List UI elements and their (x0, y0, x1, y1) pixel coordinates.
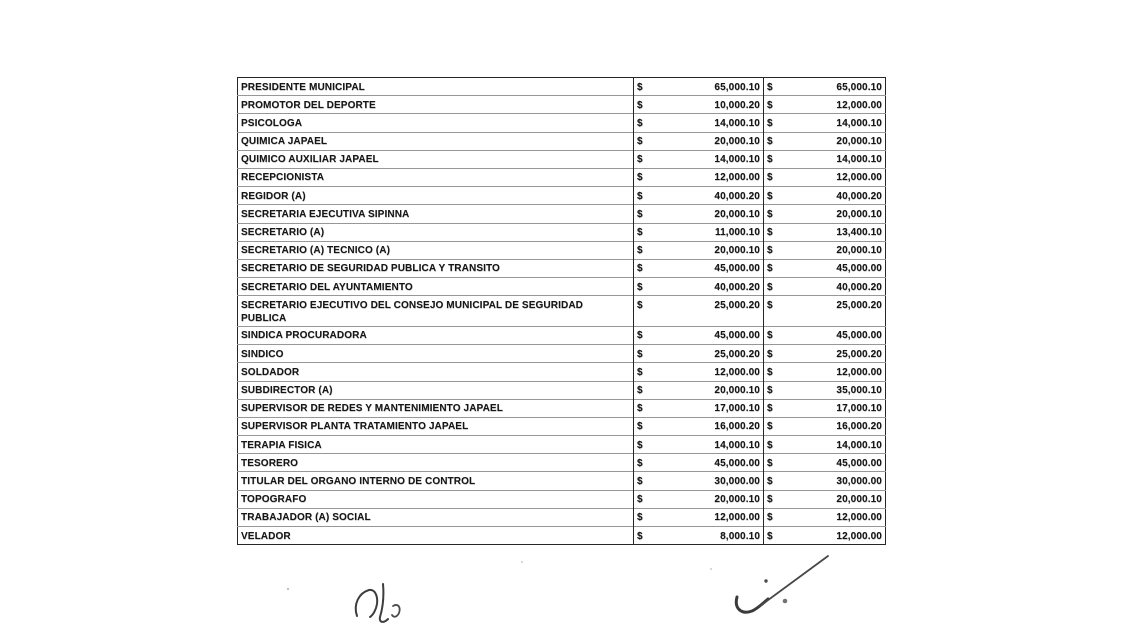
position-cell: TITULAR DEL ORGANO INTERNO DE CONTROL (238, 472, 634, 490)
position-cell: REGIDOR (A) (238, 187, 634, 205)
scan-speck (287, 588, 289, 590)
amount1-cell: 65,000.10 (714, 81, 760, 93)
amount1-cell: 20,000.10 (657, 241, 764, 259)
amount2-cell: 12,000.00 (787, 527, 886, 545)
position-cell: SUPERVISOR DE REDES Y MANTENIMIENTO JAPAEL (238, 399, 634, 417)
table-row (238, 345, 886, 363)
currency-symbol: $ (634, 436, 657, 454)
currency-symbol: $ (634, 508, 657, 526)
currency-symbol: $ (764, 436, 787, 454)
table-row (238, 296, 886, 327)
amount2-cell: 14,000.10 (787, 114, 886, 132)
position-cell: QUIMICO AUXILIAR JAPAEL (238, 150, 634, 168)
table-row (238, 150, 886, 168)
position-cell: SECRETARIO EJECUTIVO DEL CONSEJO MUNICIPAL DE SEGURIDAD PUBLICA (238, 296, 634, 327)
currency-symbol: $ (764, 296, 787, 327)
currency-symbol: $ (634, 345, 657, 363)
table-row (238, 78, 886, 96)
scan-speck (521, 561, 523, 563)
ink-dot (783, 599, 788, 604)
amount1-cell: 45,000.00 (657, 259, 764, 277)
amount1-cell: 14,000.10 (657, 114, 764, 132)
amount2-cell: 35,000.10 (787, 381, 886, 399)
currency-symbol: $ (764, 259, 787, 277)
table-row (238, 436, 886, 454)
currency-symbol: $ (634, 96, 657, 114)
currency-symbol: $ (764, 150, 787, 168)
position-cell: SINDICO (238, 345, 634, 363)
position-cell: VELADOR (238, 527, 634, 545)
amount1-cell: 10,000.20 (657, 96, 764, 114)
currency-symbol: $ (764, 278, 787, 296)
amount1-cell: 25,000.20 (657, 345, 764, 363)
currency-symbol: $ (634, 168, 657, 186)
currency-symbol: $ (764, 472, 787, 490)
amount2-cell: 14,000.10 (787, 150, 886, 168)
position-cell: PROMOTOR DEL DEPORTE (238, 96, 634, 114)
ink-dot (764, 579, 767, 582)
currency-symbol: $ (764, 490, 787, 508)
amount2-cell: 13,400.10 (787, 223, 886, 241)
salary-table-body (238, 78, 886, 545)
scan-speck (710, 568, 712, 570)
amount1-cell: 40,000.20 (657, 278, 764, 296)
amount2-cell: 17,000.10 (787, 399, 886, 417)
table-row (238, 205, 886, 223)
amount2-cell: 20,000.10 (787, 490, 886, 508)
amount1-cell: 25,000.20 (657, 296, 764, 327)
currency-symbol: $ (764, 241, 787, 259)
currency-symbol: $ (634, 527, 657, 545)
currency-symbol: $ (764, 345, 787, 363)
amount1-cell: 40,000.20 (657, 187, 764, 205)
amount2-cell: 30,000.00 (787, 472, 886, 490)
amount2-cell: 65,000.10 (836, 81, 882, 93)
amount1-cell: 45,000.00 (657, 454, 764, 472)
currency-symbol: $ (634, 363, 657, 381)
position-cell: TRABAJADOR (A) SOCIAL (238, 508, 634, 526)
position-cell: SECRETARIO DE SEGURIDAD PUBLICA Y TRANSITO (238, 259, 634, 277)
position-cell: PSICOLOGA (238, 114, 634, 132)
table-row (238, 168, 886, 186)
currency-symbol: $ (764, 363, 787, 381)
currency-symbol: $ (634, 205, 657, 223)
position-cell: SECRETARIO (A) TECNICO (A) (238, 241, 634, 259)
amount1-cell: 8,000.10 (657, 527, 764, 545)
handwritten-initials-arc (356, 590, 377, 617)
table-row (238, 187, 886, 205)
currency-symbol: $ (764, 78, 787, 96)
table-row (238, 363, 886, 381)
handwritten-initials-stem (380, 584, 388, 622)
amount1-cell: 14,000.10 (657, 150, 764, 168)
position-cell: TOPOGRAFO (238, 490, 634, 508)
position-cell: QUIMICA JAPAEL (238, 132, 634, 150)
table-row (238, 490, 886, 508)
amount1-cell: 12,000.00 (657, 168, 764, 186)
currency-symbol: $ (764, 168, 787, 186)
currency-symbol: $ (634, 399, 657, 417)
table-row (238, 259, 886, 277)
table-row (238, 454, 886, 472)
amount1-cell: 11,000.10 (657, 223, 764, 241)
currency-symbol: $ (634, 132, 657, 150)
table-row (238, 399, 886, 417)
amount1-cell: 30,000.00 (657, 472, 764, 490)
currency-symbol: $ (634, 381, 657, 399)
amount2-cell: 20,000.10 (787, 241, 886, 259)
currency-symbol: $ (764, 187, 787, 205)
table-row (238, 132, 886, 150)
table-row (238, 223, 886, 241)
handwritten-initials-comma (392, 605, 400, 617)
table-row (238, 114, 886, 132)
currency-symbol: $ (764, 114, 787, 132)
table-row (238, 96, 886, 114)
currency-symbol: $ (634, 417, 657, 435)
amount2-cell: 12,000.00 (787, 508, 886, 526)
table-row (238, 326, 886, 344)
amount2-cell: 12,000.00 (787, 96, 886, 114)
position-cell: SINDICA PROCURADORA (238, 326, 634, 344)
amount1-cell: 16,000.20 (657, 417, 764, 435)
table-row (238, 508, 886, 526)
currency-symbol: $ (764, 381, 787, 399)
currency-symbol: $ (764, 132, 787, 150)
currency-symbol: $ (634, 150, 657, 168)
amount2-cell: 40,000.20 (787, 187, 886, 205)
amount2-cell: 45,000.00 (787, 259, 886, 277)
table-row (238, 527, 886, 545)
position-cell: SUPERVISOR PLANTA TRATAMIENTO JAPAEL (238, 417, 634, 435)
amount1-cell: 20,000.10 (657, 490, 764, 508)
handwritten-checkmark-hook (736, 597, 768, 612)
position-cell: SUBDIRECTOR (A) (238, 381, 634, 399)
position-cell: SECRETARIO DEL AYUNTAMIENTO (238, 278, 634, 296)
currency-symbol: $ (764, 205, 787, 223)
amount2-cell: 16,000.20 (787, 417, 886, 435)
currency-symbol: $ (764, 527, 787, 545)
table-row (238, 278, 886, 296)
amount2-cell: 45,000.00 (787, 454, 886, 472)
position-cell: SOLDADOR (238, 363, 634, 381)
amount2-cell: 25,000.20 (787, 345, 886, 363)
currency-symbol: $ (764, 96, 787, 114)
currency-symbol: $ (764, 326, 787, 344)
currency-symbol: $ (764, 399, 787, 417)
position-cell: TESORERO (238, 454, 634, 472)
currency-symbol: $ (634, 241, 657, 259)
amount2-cell: 20,000.10 (787, 132, 886, 150)
amount2-cell: 12,000.00 (787, 168, 886, 186)
amount1-cell: 17,000.10 (657, 399, 764, 417)
amount1-cell: 12,000.00 (657, 363, 764, 381)
table-row (238, 381, 886, 399)
currency-symbol: $ (634, 223, 657, 241)
currency-symbol: $ (634, 78, 657, 96)
currency-symbol: $ (634, 278, 657, 296)
position-cell: RECEPCIONISTA (238, 168, 634, 186)
salary-table (237, 77, 886, 545)
amount1-cell: 20,000.10 (657, 381, 764, 399)
position-cell: SECRETARIO (A) (238, 223, 634, 241)
currency-symbol: $ (634, 490, 657, 508)
position-cell: SECRETARIA EJECUTIVA SIPINNA (238, 205, 634, 223)
amount2-cell: 12,000.00 (787, 363, 886, 381)
amount1-cell: 45,000.00 (657, 326, 764, 344)
currency-symbol: $ (634, 454, 657, 472)
table-row (238, 472, 886, 490)
currency-symbol: $ (764, 223, 787, 241)
amount2-cell: 20,000.10 (787, 205, 886, 223)
amount2-cell: 25,000.20 (787, 296, 886, 327)
currency-symbol: $ (764, 417, 787, 435)
currency-symbol: $ (764, 454, 787, 472)
amount1-cell: 14,000.10 (657, 436, 764, 454)
currency-symbol: $ (634, 114, 657, 132)
currency-symbol: $ (634, 259, 657, 277)
currency-symbol: $ (634, 187, 657, 205)
currency-symbol: $ (764, 508, 787, 526)
table-row (238, 241, 886, 259)
amount1-cell: 20,000.10 (657, 205, 764, 223)
currency-symbol: $ (634, 326, 657, 344)
position-cell: PRESIDENTE MUNICIPAL (241, 81, 365, 93)
currency-symbol: $ (634, 472, 657, 490)
amount2-cell: 14,000.10 (787, 436, 886, 454)
table-row (238, 417, 886, 435)
amount2-cell: 40,000.20 (787, 278, 886, 296)
handwritten-checkmark-diagonal (760, 556, 828, 606)
position-cell: TERAPIA FISICA (238, 436, 634, 454)
amount2-cell: 45,000.00 (787, 326, 886, 344)
currency-symbol: $ (634, 296, 657, 327)
amount1-cell: 20,000.10 (657, 132, 764, 150)
amount1-cell: 12,000.00 (657, 508, 764, 526)
